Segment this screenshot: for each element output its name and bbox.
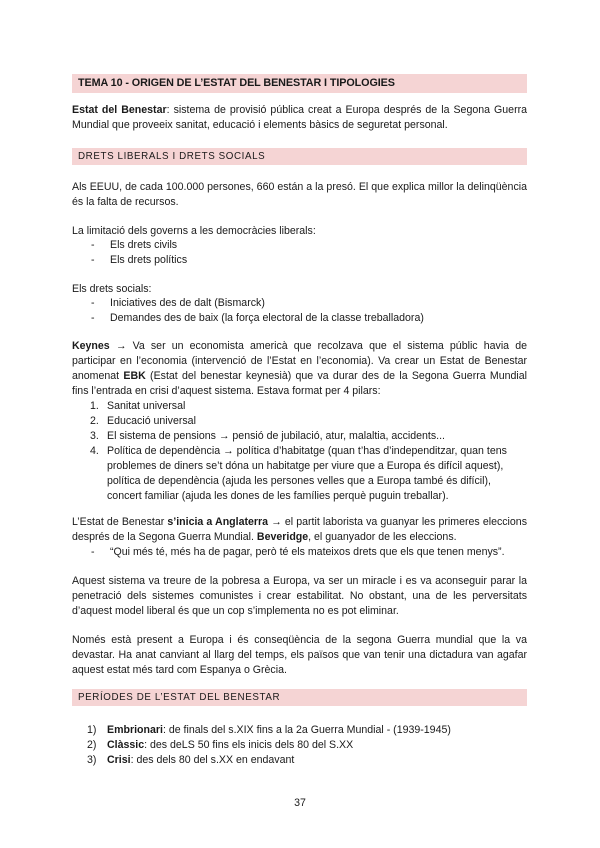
list-item [72,738,527,753]
item-number: 2. [90,415,99,427]
list-item [72,399,527,414]
england-paragraph [72,515,527,545]
england-text-2: → el partit laborista va guanyar les primeres eleccions després de la Segona Guerra Mundial. [72,516,527,543]
item-text: Educació universal [107,415,196,427]
liberal-limits-paragraph: La limitació dels governs a les democràcies liberals: [72,225,316,237]
item-number: 3. [90,430,99,442]
list-item: - Els drets polítics [72,253,527,268]
period-term: Embrionari [107,724,163,736]
ebk-term: EBK [123,370,146,382]
liberal-rights-list [72,238,527,268]
prison-paragraph: Als EEUU, de cada 100.000 persones, 660 están a la presó. El que explica millor la delinqüència és la falta de recursos. [72,181,527,208]
item-number: 3) [87,754,97,766]
list-item [72,723,527,738]
chapter-title: TEMA 10 - ORIGEN DE L’ESTAT DEL BENESTAR I TIPOLOGIES [78,77,395,89]
list-item: - “Qui més té, més ha de pagar, però té els mateixos drets que els que tenen menys”. [72,545,527,560]
england-text-1: L’Estat de Benestar [72,516,168,528]
period-text: : des deLS 50 fins els inicis dels 80 del S.XX [144,739,354,751]
period-term: Clàssic [107,739,145,751]
keynes-text-2: (Estat del benestar keynesià) que va durar des de la Segona Guerra Mundial fins l’entrada en crisi d’aquest sistema. Estava format per 4 pilars: [72,370,528,397]
list-item: - Demandes des de baix (la força electoral de la classe treballadora) [72,311,527,326]
intro-term: Estat del Benestar [72,104,167,116]
europe-paragraph: Només està present a Europa i és conseqüència de la segona Guerra mundial que la va devastar. Ha anat canviant al llarg del temps, els països que van tenir una dictadura van agafar aquest estat més tard com Espanya o Grècia. [72,634,527,676]
keynes-text-1: Va ser un economista americà que recolzava que el sistema públic havia de participar en l’economia (intervenció de l’Estat en l’economia). Va crear un Estat de Benestar anomenat [72,340,527,382]
intro-text: : sistema de provisió pública creat a Europa després de la Segona Guerra Mundial que proveeix sanitat, educació i elements bàsics de seguretat personal. [72,104,528,131]
keynes-paragraph [72,339,527,399]
intro-paragraph [72,103,527,133]
list-item [72,429,527,444]
poverty-paragraph: Aquest sistema va treure de la pobresa a Europa, va ser un miracle i es va aconseguir parar la penetració dels sistemes comunistes i crear estabilitat. No obstant, una de les perversitats d’aquest model liberal és que un cop s’implementa no es pot eliminar. [72,575,527,617]
period-text: : des dels 80 del s.XX en endavant [130,754,295,766]
england-text-3: , el guanyador de les eleccions. [308,531,457,543]
social-rights-paragraph: Els drets socials: [72,283,152,295]
section-heading-rights [72,148,527,165]
quote-list [72,545,527,560]
period-text: : de finals del s.XIX fins a la 2a Guerra Mundial - (1939-1945) [162,724,451,736]
item-text: Sanitat universal [107,400,186,412]
period-term: Crisi [107,754,131,766]
list-item: - Els drets civils [72,238,527,253]
item-text: El sistema de pensions → pensió de jubilació, atur, malaltia, accidents... [107,430,446,442]
item-number: 4. [90,445,99,457]
list-item: - Iniciatives des de dalt (Bismarck) [72,296,527,311]
social-rights-list [72,296,527,326]
list-item [72,414,527,429]
keynes-name: Keynes [72,340,110,352]
list-item [72,753,527,768]
item-number: 1. [90,400,99,412]
section-heading-text: DRETS LIBERALS I DRETS SOCIALS [78,151,266,162]
item-number: 2) [87,739,97,751]
page-number: 37 [294,797,306,809]
item-number: 1) [87,724,97,736]
section-heading-periods [72,689,527,706]
chapter-heading [72,74,527,93]
item-text: Política de dependència → política d’habitatge (quan t’has d’independitzar, quan tens problemes de diners se’t dóna un habitatge per viure que a Europa és difícil aquest), política de dependència (ajuda les persones velles que a Europa també és difícil), concert familiar (ajuda les dones de les famílies perquè puguin treballar). [107,445,507,502]
pillars-list [72,399,527,504]
keynes-arrow: → [115,340,127,352]
section-heading-text: PERÍODES DE L’ESTAT DEL BENESTAR [78,692,281,703]
periods-list [72,723,527,768]
england-bold-1: s’inicia a Anglaterra [167,516,269,528]
beveridge-name: Beveridge [256,531,309,543]
list-item [72,444,527,504]
